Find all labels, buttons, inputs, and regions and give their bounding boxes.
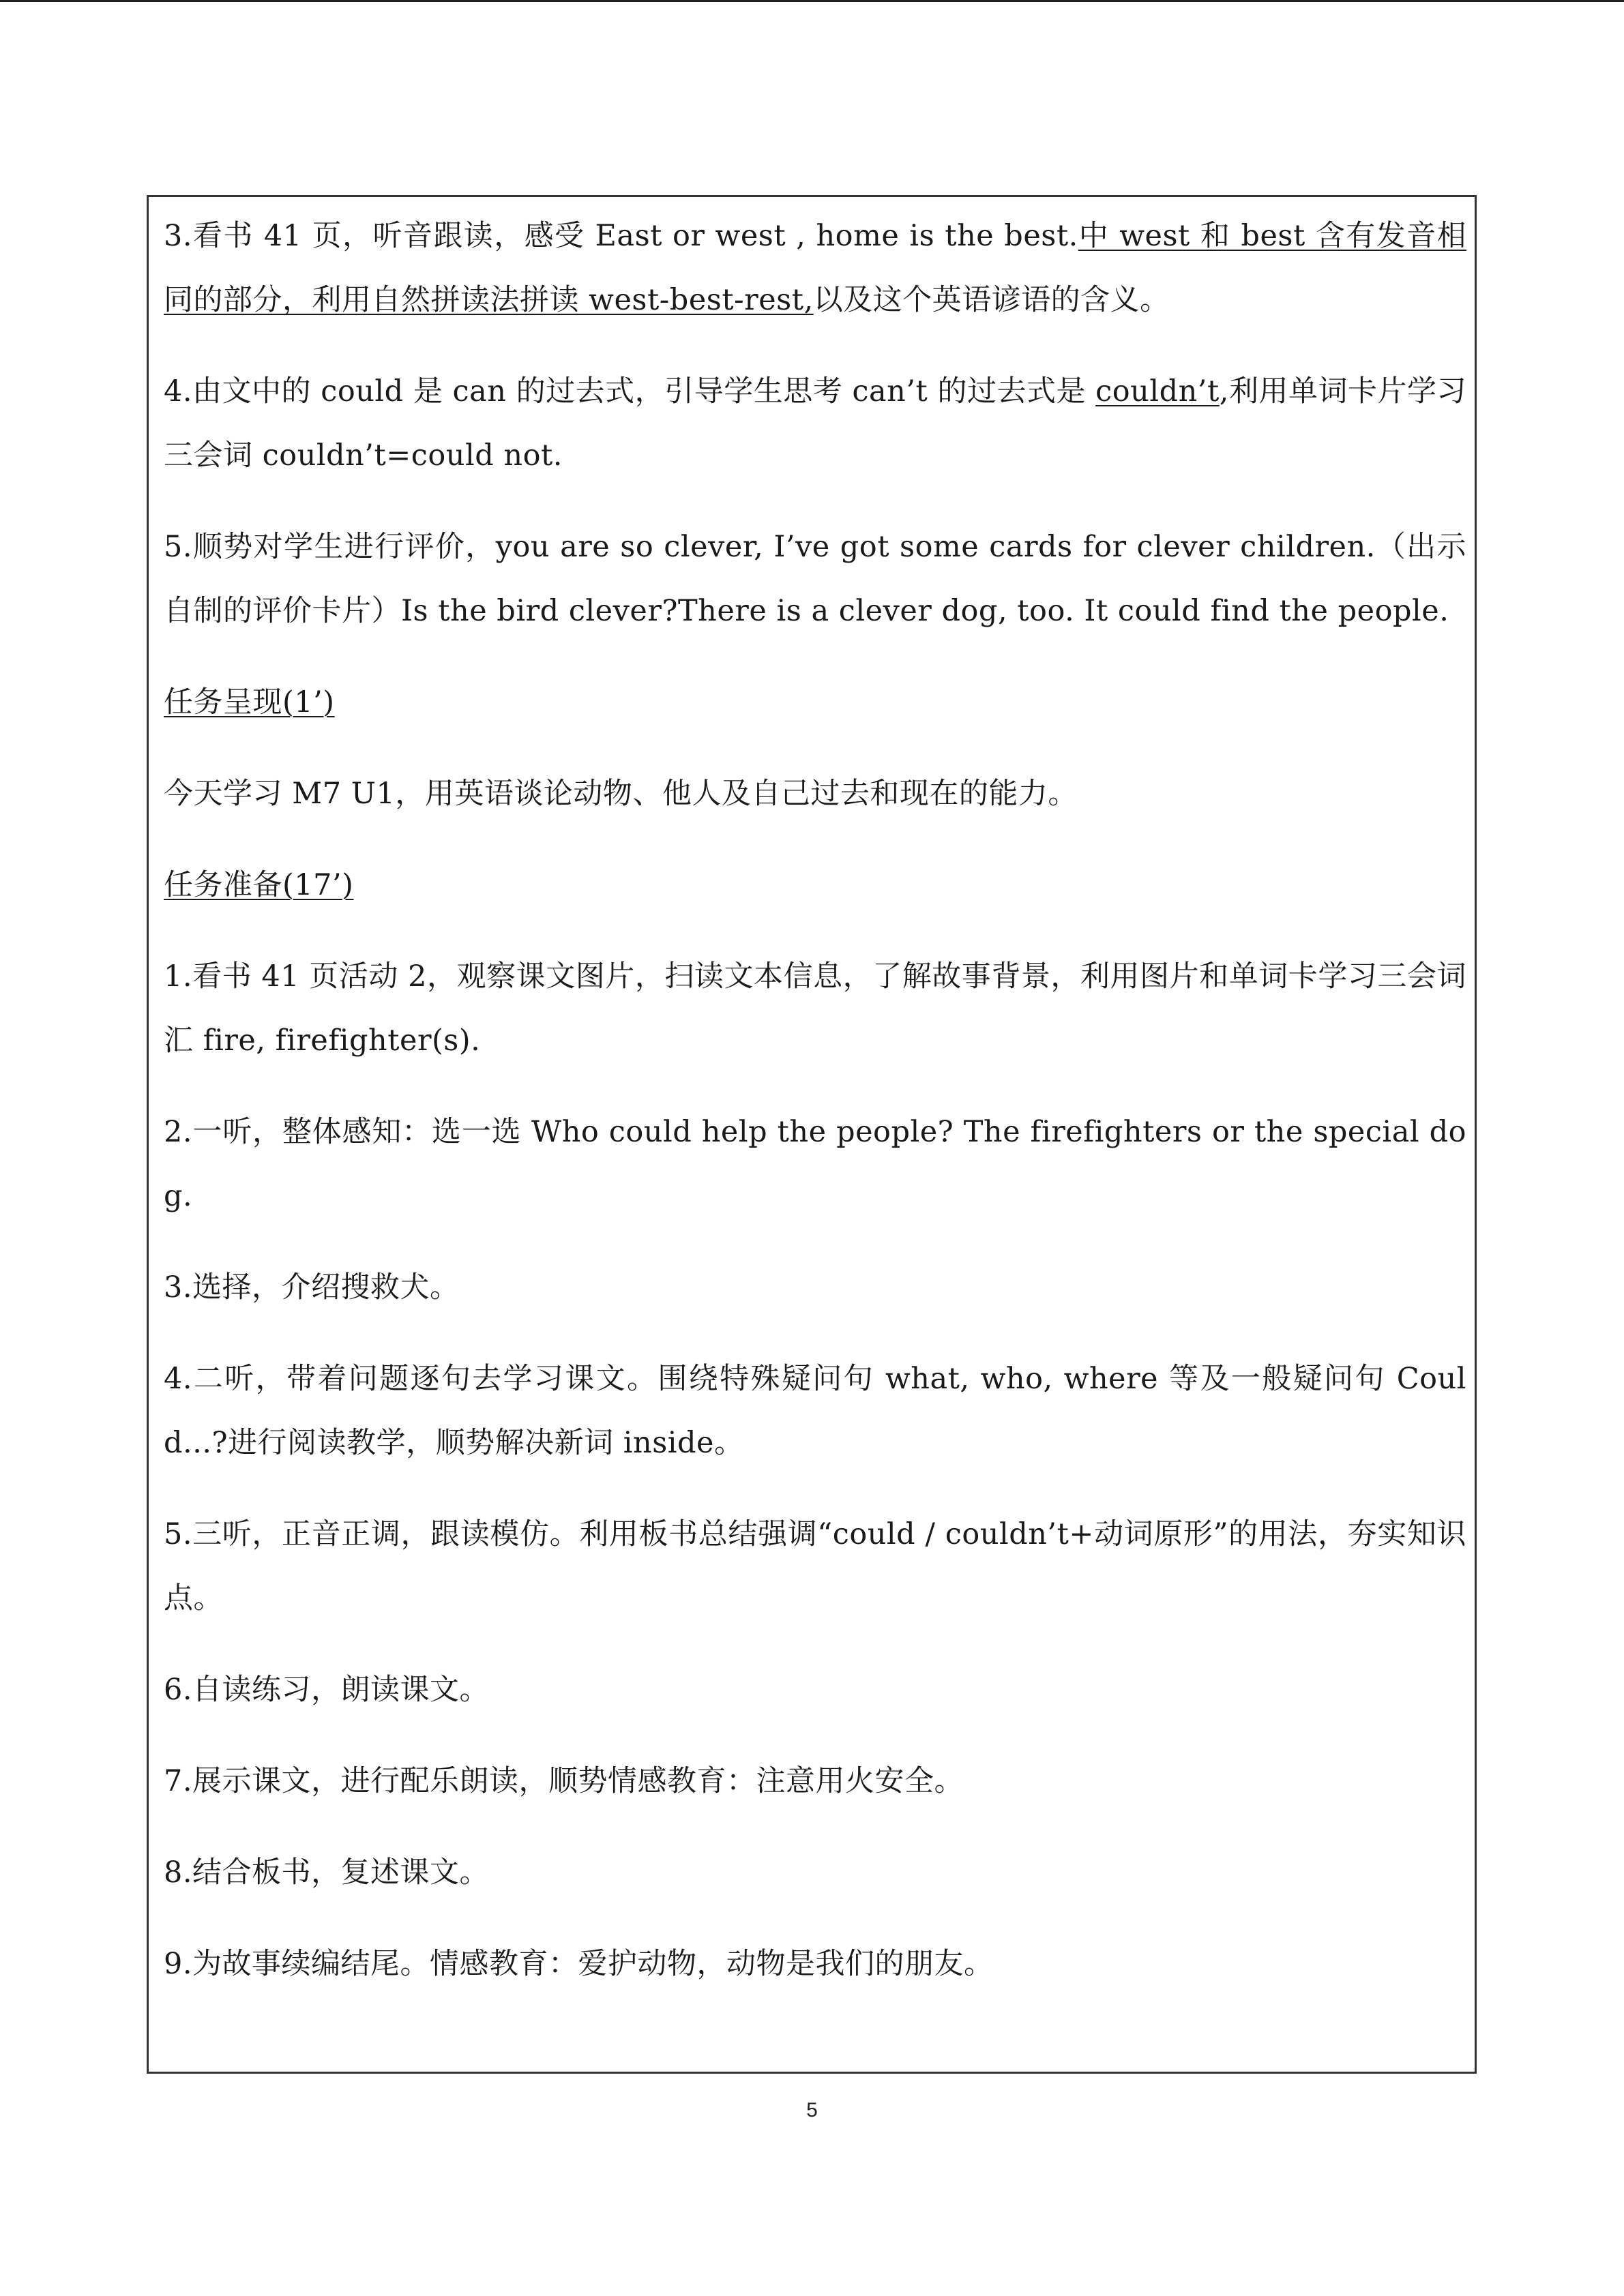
- page-number: 5: [806, 2099, 818, 2121]
- prep-item-9: 9.为故事续编结尾。情感教育：爱护动物，动物是我们的朋友。: [164, 1947, 994, 1981]
- task-description: 今天学习 M7 U1，用英语谈论动物、他人及自己过去和现在的能力。: [164, 777, 1078, 811]
- paragraph-4-underlined: couldn’t: [1095, 374, 1220, 408]
- paragraph-4-part-c: ,利用单词卡片学习三会词 couldn’t=could not.: [164, 374, 1467, 473]
- heading-task-preparation: 任务准备(17’): [164, 868, 354, 902]
- prep-item-3: 3.选择，介绍搜救犬。: [164, 1270, 460, 1304]
- paragraph-3: [164, 204, 1466, 332]
- paragraph-5: 5.顺势对学生进行评价，you are so clever, I’ve got some cards for clever children.（出示自制的评价卡片）Is the bird clever?There is a clever dog, too. It could find the people.: [164, 530, 1466, 628]
- prep-item-7: 7.展示课文，进行配乐朗读，顺势情感教育：注意用火安全。: [164, 1764, 964, 1798]
- prep-item-1: 1.看书 41 页活动 2，观察课文图片，扫读文本信息，了解故事背景，利用图片和单词卡学习三会词汇 fire, firefighter(s).: [164, 959, 1466, 1058]
- paragraph-3-part-c: 以及这个英语谚语的含义。: [813, 283, 1170, 317]
- lesson-content: [164, 204, 1466, 2023]
- top-border-line: [0, 0, 1624, 2]
- prep-item-6: 6.自读练习，朗读课文。: [164, 1673, 490, 1707]
- paragraph-3-part-a: 3.看书 41 页，听音跟读，感受 East or west , home is the best.: [164, 219, 1078, 253]
- prep-item-5: 5.三听，正音正调，跟读模仿。利用板书总结强调“could / couldn’t+动词原形”的用法，夯实知识点。: [164, 1517, 1466, 1615]
- heading-task-presentation: 任务呈现(1’): [164, 685, 335, 719]
- prep-item-8: 8.结合板书，复述课文。: [164, 1855, 490, 1890]
- lesson-table-cell: [147, 195, 1477, 2074]
- prep-item-2: 2.一听，整体感知：选一选 Who could help the people? The firefighters or the special dog.: [164, 1115, 1466, 1213]
- paragraph-3-underlined: 中 west 和 best 含有发音相同的部分，利用自然拼读法拼读 west-best-rest,: [164, 219, 1467, 317]
- paragraph-4-part-a: 4.由文中的 could 是 can 的过去式，引导学生思考 can’t 的过去式是: [164, 374, 1096, 408]
- prep-item-4: 4.二听，带着问题逐句去学习课文。围绕特殊疑问句 what, who, where 等及一般疑问句 Could...?进行阅读教学，顺势解决新词 inside。: [164, 1362, 1466, 1460]
- paragraph-4: [164, 359, 1466, 488]
